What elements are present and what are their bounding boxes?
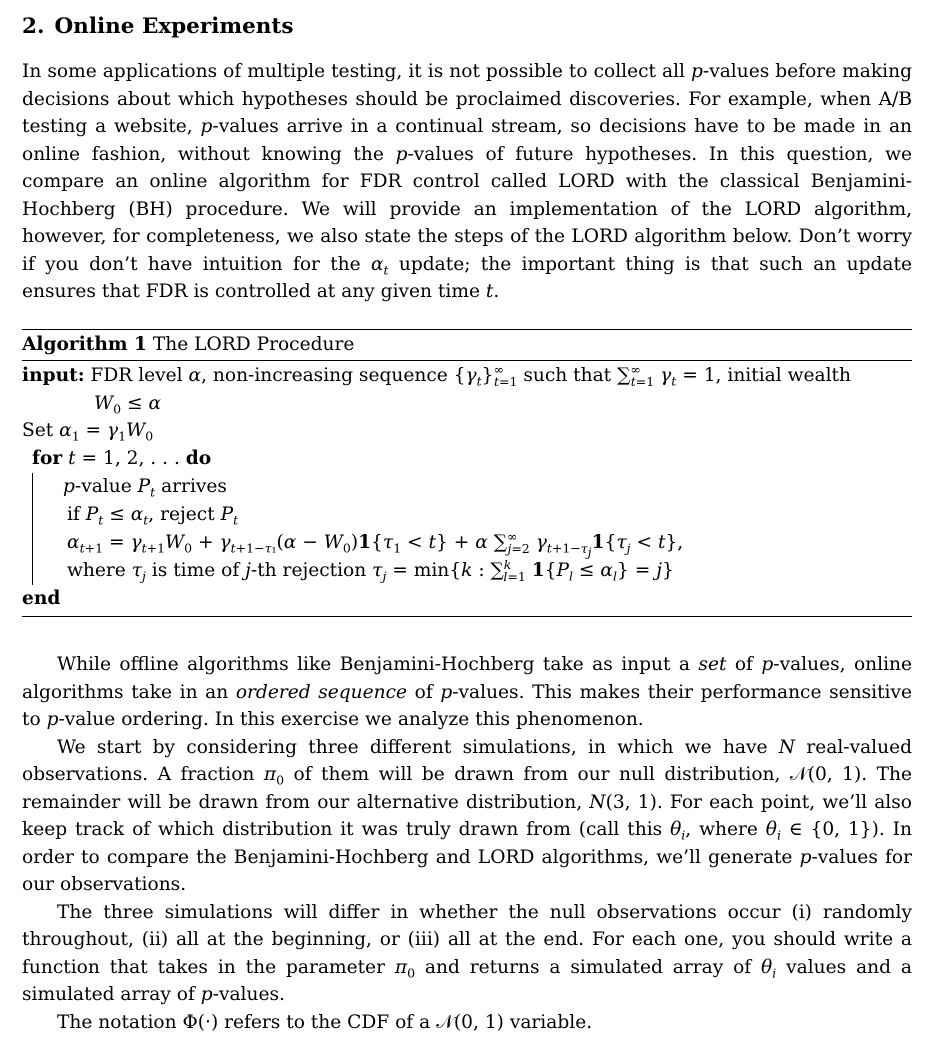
section-number: 2. (22, 14, 45, 39)
algorithm-loop-block (32, 473, 912, 585)
algorithm-bottom-rule (22, 616, 912, 617)
paragraph-three-simulations: The three simulations will differ in whether the null observations occur (i) randomly throughout, (ii) all at the beginning, or (iii) all at the end. For each one, you should write a function that takes in the parameter $\pi_0$ and returns a simulated array of $\theta_i$ values and a simulated array of p-values. (22, 901, 913, 1005)
algorithm-input-continued: $W_0 \le \alpha$ (94, 392, 162, 417)
algorithm-name: The LORD Procedure (152, 334, 355, 355)
paragraph-notation: The notation Φ(·) refers to the CDF of a 𝒩(0, 1) variable. (57, 1011, 593, 1033)
algorithm-loop-line-4: where $\tau_j$ is time of j-th rejection $\tau_j = \min\{k$ : ∑$^k_{l=1}$ $1\{P_l \le \alpha_l\} = j$} (67, 556, 674, 584)
algorithm-loop-line-3: $\alpha_{t+1} = \gamma_{t+1}W_0 + \gamma_{t+1-\tau_1}(\alpha - W_0)1\{\tau_1 < t\} + \alpha$ $\sum^\infty_{j=2}$ $\gamma_{t+1-\tau_j}1\{\tau_j < t\}$, (67, 528, 684, 560)
algorithm-loop-line-1: p-value $P_t$ arrives (63, 476, 227, 500)
section-title: Online Experiments (54, 14, 294, 39)
paragraph-simulations: We start by considering three different simulations, in which we have N real-valued observations. A fraction $\pi_0$ of them will be drawn from our null distribution, 𝒩(0, 1). The remainder will be drawn from our alternative distribution, N(3, 1). For each point, we’ll also keep track of which distribution it was truly drawn from (call this $\theta_i$, where $\theta_i$ ∈ {0, 1}). In order to compare the Benjamini-Hochberg and LORD algorithms, we’ll generate p-values for our observations. (22, 736, 912, 895)
algorithm-box (22, 329, 912, 617)
algorithm-caption (22, 330, 912, 360)
body-text (22, 651, 912, 1036)
algorithm-label: Algorithm 1 (22, 334, 147, 355)
algorithm-body (22, 361, 912, 613)
algorithm-set-line: Set $\alpha_1 = \gamma_1W_0$ (22, 420, 154, 444)
algorithm-for-line: for t = 1, 2, . . . do (32, 447, 212, 469)
section-heading (22, 12, 293, 42)
algorithm-loop-line-2: if $P_t \le \alpha_t$, reject $P_t$ (67, 504, 239, 528)
algorithm-input-line: input: FDR level α, non-increasing sequence $\{\gamma_t\}^\infty_{t=1}$ such that $\sum^\infty_{t=1}$ $\gamma_t = 1$, initial wealth (22, 361, 851, 389)
intro-paragraph: In some applications of multiple testing, it is not possible to collect all p-values before making decisions about which hypotheses should be proclaimed discoveries. For example, when A/B testing a website, p-values arrive in a continual stream, so decisions have to be made in an online fashion, without knowing the p-values of future hypotheses. In this question, we compare an online algorithm for FDR control called LORD with the classical Benjamini-Hochberg (BH) procedure. We will provide an implementation of the LORD algorithm, however, for completeness, we also state the steps of the LORD algorithm below. Don’t worry if you don’t have intuition for the $\alpha_t$ update; the important thing is that such an update ensures that FDR is controlled at any given time t. (22, 61, 913, 302)
algorithm-end: end (22, 588, 61, 609)
paragraph-offline-online: While offline algorithms like Benjamini-Hochberg take as input a set of p-values, online algorithms take in an ordered sequence of p-values. This makes their performance sensitive to p-value ordering. In this exercise we analyze this phenomenon. (22, 654, 913, 730)
